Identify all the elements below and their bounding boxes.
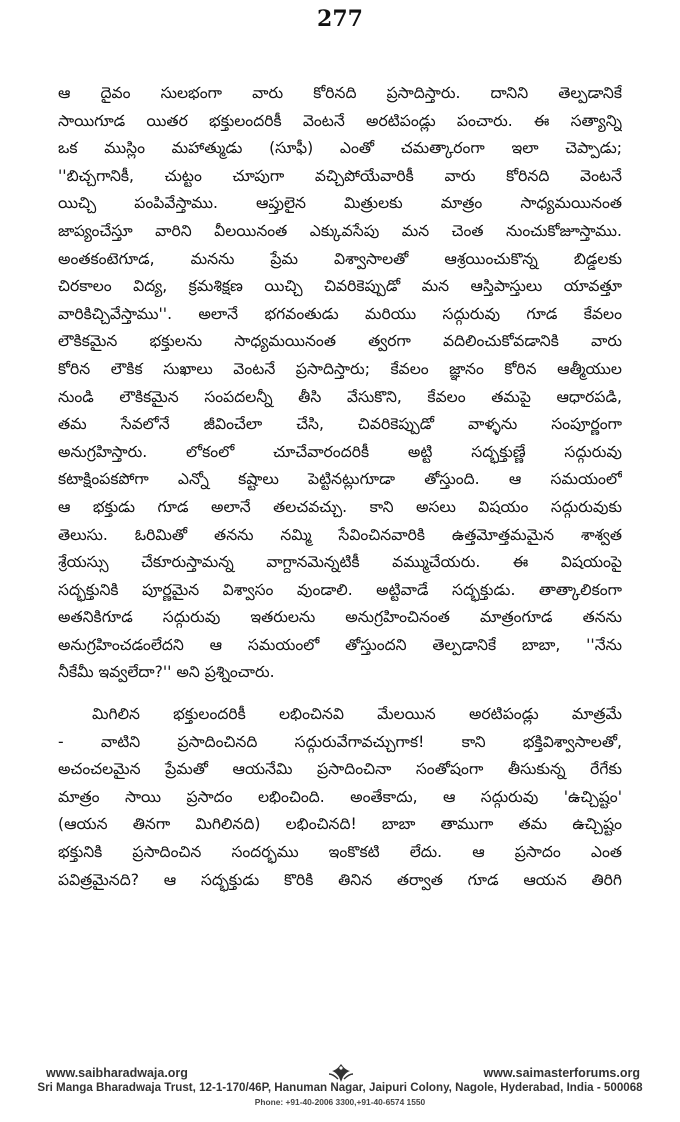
text-line: లౌకికమైన భక్తులను సాధ్యమయినంత త్వరగా వదిలించుకోవడానికి వారు — [58, 332, 622, 351]
page-number: 277 — [317, 6, 363, 32]
text-line: సాయిగూడ యితర భక్తులందరికీ వెంటనే అరటిపండ్లు పంచారు. ఈ సత్యాన్ని — [58, 111, 622, 130]
text-line: ఒక ముస్లిం మహాత్ముడు (సూఫీ) ఎంతో చమత్కారంగా ఇలా చెప్పాడు; — [58, 139, 622, 158]
text-line: చిరకాలం విద్య, క్రమశిక్షణ యిచ్చి చివరికెప్పుడో మన ఆస్తిపాస్తులు యావత్తూ — [58, 277, 622, 296]
text-line: సద్భక్తునికి పూర్ణమైన విశ్వాసం వుండాలి. అట్టివాడే సద్భక్తుడు. తాత్కాలికంగా — [58, 580, 622, 599]
text-line: మాత్రం సాయి ప్రసాదం లభించింది. అంతేకాదు, ఆ సద్గురువు 'ఉచ్చిష్టం' — [58, 787, 622, 806]
text-line: పవిత్రమైనది? ఆ సద్భక్తుడు కొరికి తినిన తర్వాత గూడ ఆయన తిరిగి — [58, 870, 622, 889]
text-line: - వాటిని ప్రసాదించినది సద్గురువేగావచ్చుగాక! కాని భక్తివిశ్వాసాలతో, — [58, 732, 622, 751]
text-line: భక్తునికి ప్రసాదించిన సందర్భము ఇంకొకటి లేదు. ఆ ప్రసాదం ఎంత — [58, 843, 622, 862]
text-line: జాప్యంచేస్తూ వారిని వీలయినంత ఎక్కువసేపు మన చెంత నుంచుకోజూస్తాము. — [58, 221, 622, 240]
text-line: (ఆయన తినగా మిగిలినది) లభించినది! బాబా తాముగా తమ ఉచ్చిష్టం — [58, 815, 622, 834]
text-line: నీకేమీ ఇవ్వలేదా?'' అని ప్రశ్నించారు. — [58, 663, 275, 682]
text-line: తమ సేవలోనే జీవించేలా చేసి, చివరికెప్పుడో వాళ్ళను సంపూర్ణంగా — [58, 415, 622, 434]
text-line: అచంచలమైన ప్రేమతో ఆయనేమి ప్రసాదించినా సంతోషంగా తీసుకున్న రేగేకు — [58, 760, 622, 779]
text-line: వారికిచ్చివేస్తాము''. అలానే భగవంతుడు మరియు సద్గురువు గూడ కేవలం — [58, 304, 622, 323]
text-line: తెలుసు. ఓరిమితో తనను నమ్మి సేవించినవారికి ఉత్తమోత్తమమైన శాశ్వత — [58, 525, 622, 544]
text-line: ''బిచ్చగానికీ, చుట్టం చూపుగా వచ్చిపోయేవారికీ వారు కోరినది వెంటనే — [58, 166, 622, 185]
body-text — [58, 80, 622, 894]
text-line: మిగిలిన భక్తులందరికీ లభించినవి మేలయిన అరటిపండ్లు మాత్రమే — [92, 705, 622, 724]
footer-link-saimasterforums[interactable]: www.saimasterforums.org — [483, 1066, 640, 1080]
text-line: అంతకంటెగూడ, మనను ప్రేమ విశ్వాసాలతో ఆశ్రయించుకొన్న బిడ్డలకు — [58, 249, 622, 268]
text-line: నుండి లౌకికమైన సంపదలన్నీ తీసి వేసుకొని, కేవలం తమపై ఆధారపడి, — [58, 387, 622, 406]
text-line: శ్రేయస్సు చేకూరుస్తామన్న వాగ్దానమెన్నటికీ వమ్ముచేయరు. ఈ విషయంపై — [58, 553, 622, 572]
text-line: అనుగ్రహించడంలేదని ఆ సమయంలో తోస్తుందని తెల్పడానికే బాబా, ''నేను — [58, 635, 622, 654]
footer-phone: Phone: +91-40-2006 3300,+91-40-6574 1550 — [254, 1097, 426, 1107]
text-line: కటాక్షింపకపోగా ఎన్నో కష్టాలు పెట్టినట్లుగూడా తోస్తుంది. ఆ సమయంలో — [58, 470, 622, 489]
paragraph-2 — [58, 701, 622, 894]
text-line: ఆ దైవం సులభంగా వారు కోరినది ప్రసాదిస్తారు. దానిని తెల్పడానికే — [58, 84, 622, 102]
text-line: అనుగ్రహిస్తారు. లోకంలో చూచేవారందరికీ అట్టి సద్భక్తుణ్ణే సద్గురువు — [58, 442, 622, 461]
text-line: ఆ భక్తుడు గూడ అలానే తలచవచ్చు. కాని అసలు విషయం సద్గురువుకు — [58, 497, 622, 516]
footer-link-saibharadwaja[interactable]: www.saibharadwaja.org — [46, 1066, 188, 1080]
footer-trust-address: Sri Manga Bharadwaja Trust, 12-1-170/46P, Hanuman Nagar, Jaipuri Colony, Nagole, Hyderabad, India - 500068 — [37, 1081, 643, 1094]
text-line: యిచ్చి పంపివేస్తాము. ఆప్తులైన మిత్రులకు మాత్రం సాధ్యమయినంత — [58, 194, 622, 213]
paragraph-1 — [58, 80, 622, 687]
text-line: అతనికిగూడ సద్గురువు ఇతరులను అనుగ్రహించినంత మాత్రంగూడ తనను — [58, 608, 622, 627]
page-footer — [0, 1066, 680, 1122]
text-line: కోరిన లౌకిక సుఖాలు వెంటనే ప్రసాదిస్తారు; కేవలం జ్ఞానం కోరిన ఆత్మీయుల — [58, 359, 622, 378]
